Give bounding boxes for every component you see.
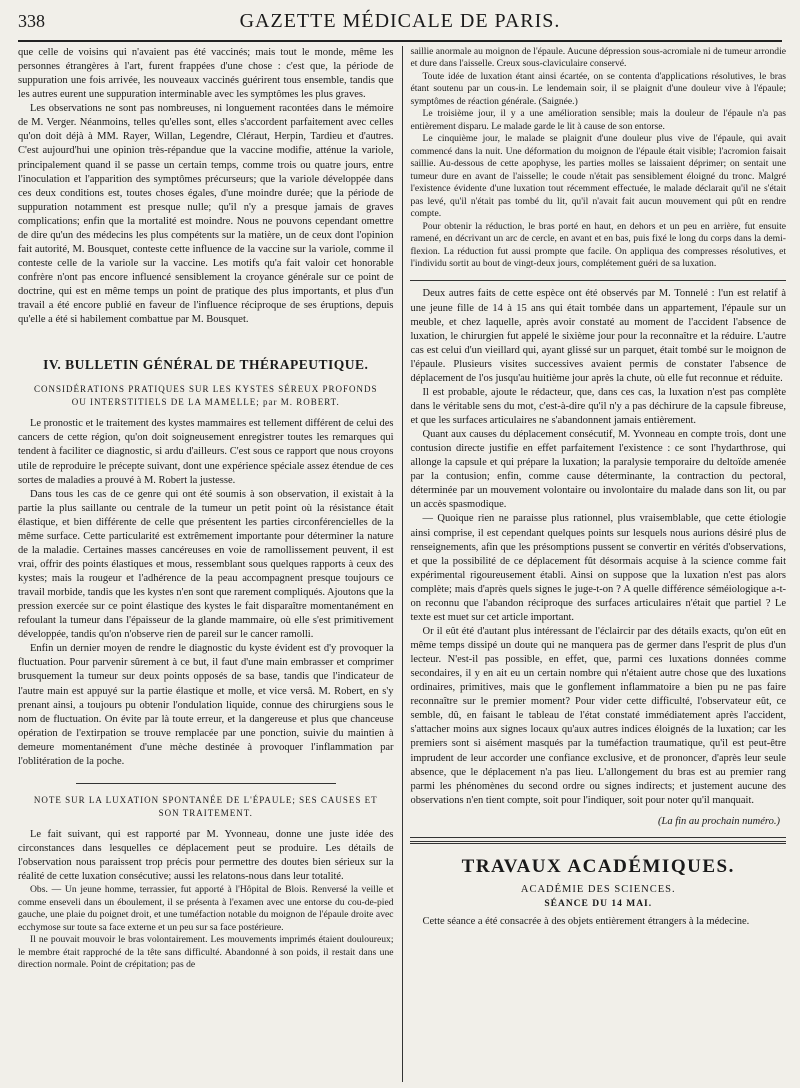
- academy-heading: ACADÉMIE DES SCIENCES.: [520, 883, 676, 895]
- section-title: IV. BULLETIN GÉNÉRAL DE THÉRAPEUTIQUE.: [43, 357, 369, 373]
- paragraph: Les observations ne sont pas nombreuses, ni longuement racontées dans le mémoire de M. Verger. Néanmoins, telles qu'elles sont, elles s'accordent parfaitement avec celles qu'on doit déjà à MM. Rayer, Willan, Legendre, Cléraut, Herpin, Tardieu et d'autres. C'est aujourd'hui une opinion très-répandue que la vaccine modifie, atténue la variole, principalement quand il se passe un certain temps, comme trois ou quatre jours, entre l'inoculation et l'apparition des symptômes précurseurs; que la variole développée dans ces deux conditions est, toutes choses égales, d'une moindre durée; que la période de suppuration notamment est presque nulle; qu'il n'y a presque jamais de graves complications; enfin que la mortalité est moindre. Nous ne pouvons cependant omettre de dire qu'un des médecins les plus compétents sur la matière, un de ceux dont l'opinion fait autorité, M. Bousquet, conteste cette influence de la vaccine sur la variole, comme il conteste celle de la variole sur la vaccine. Les motifs qu'a fait valoir cet honorable confrère n'ont pas encore influencé sensiblement la croyance générale sur ce point de doctrine, qui est en même temps un point de pratique des plus importants, et plus d'un travail a été encore publié en faveur de l'influence réciproque de ses éruptions, depuis qu'elle a été si habilement combattue par M. Bousquet.: [18, 103, 394, 326]
- paragraph: Cette séance a été consacrée à des objets entièrement étrangers à la médecine.: [422, 915, 750, 927]
- separator: [410, 837, 786, 838]
- right-column: [410, 46, 786, 1082]
- article-title: NOTE SUR LA LUXATION SPONTANÉE DE L'ÉPAULE; SES CAUSES ET SON TRAITEMENT.: [33, 794, 378, 818]
- observation-paragraph: Obs. — Un jeune homme, terrassier, fut apporté à l'Hôpital de Blois. Renversé la veille et comme enseveli dans un éboulement, il se présenta à l'examen avec une entorse du cou-de-pied gauche, une plaie du poignet droit, et une tuméfaction notable du moignon de l'épaule droite avec ecchymose sur toute sa face externe et un peu sur sa face postérieure.: [18, 884, 394, 933]
- paragraph: Le pronostic et le traitement des kystes mammaires est tellement différent de celui des cancers de cette région, qu'on doit soigneusement enregistrer toutes les remarques qui tendent à faciliter ce diagnostic, si ardu d'ailleurs. C'est sous ce rapport que nous croyons utile de reproduire le précepte suivant, dont une expérience spéciale assez étendue de ces sortes de maladies a prouvé à M. Robert la justesse.: [18, 418, 394, 486]
- observation-paragraph: Toute idée de luxation étant ainsi écartée, on se contenta d'applications résolutives, le bras étant soutenu par un cous-in. Le lendemain soir, il se plaignit d'une douleur vive à l'épaule; symptômes de réaction générale. (Saignée.): [410, 70, 786, 107]
- observation-paragraph: saillie anormale au moignon de l'épaule. Aucune dépression sous-acromiale ni de tumeur arrondie et dure dans l'aisselle. Creux sous-claviculaire conservé.: [410, 46, 786, 70]
- observation-paragraph: Il ne pouvait mouvoir le bras volontairement. Les mouvements imprimés étaient douloureux; le membre était rapproché de la tête sans difficulté. Abandonné à son poids, il restait dans une direction normale. Point de crépitation; pas de: [18, 934, 394, 971]
- paragraph: Le fait suivant, qui est rapporté par M. Yvonneau, donne une juste idée des circonstances dans lesquelles ce déplacement peut se produire. Les détails de l'observation nous paraissent trop précis pour permettre des doutes bien sérieux sur la réalité de cette luxation consécutive; aussi les relatons-nous dans leur totalité.: [18, 829, 394, 883]
- page-number: 338: [18, 11, 45, 31]
- journal-title: GAZETTE MÉDICALE DE PARIS.: [239, 10, 561, 32]
- observation-paragraph: Le cinquième jour, le malade se plaignit d'une douleur plus vive de l'épaule, qui avait commencé dans la nuit. Une déformation du moignon de l'épaule était visible; l'acromion faisait saillie. Au-dessous de cette apophyse, les parties molles se laissaient déprimer; on sentait une tumeur dure en avant de l'aisselle; le coude n'était pas sensiblement éloigné du tronc. Malgré l'existence évidente d'une luxation tout récemment effectuée, le malade déclarait qu'il ne s'était pas levé, qu'il n'était pas tombé du lit, qu'il n'avait fait aucun mouvement qui pût en rendre compte.: [410, 133, 786, 220]
- separator: [76, 783, 336, 784]
- observation-paragraph: Pour obtenir la réduction, le bras porté en haut, en dehors et un peu en arrière, fut ensuite ramené, en décrivant un arc de cercle, en avant et en bas, puis fixé le long du corps dans la demi-flexion. La réduction fut aussi prompte que facile. On appliqua des compresses résolutives, et l'individu sortit au bout de vingt-deux jours, complétement guéri de sa luxation.: [410, 220, 786, 269]
- continuation-note: (La fin au prochain numéro.): [657, 815, 780, 827]
- paragraph: — Quoique rien ne paraisse plus rationnel, plus vraisemblable, que cette étiologie ainsi comprise, il est cependant quelques points sur lesquels nous aurions désiré plus de renseignements, afin que les présomptions pussent se convertir en vérités d'observations, et que la possibilité de ce déplacement fût désormais acquise à la science comme fait expérimental rigoureusement établi. Ainsi on suppose que la luxation n'est pas alors complète; mais d'après quels signes le juge-t-on ? A quelle différence séméiologique a-t-on reconnu que l'abandon réciproque des surfaces articulaires n'était que partiel ? Le texte est muet sur cet article important.: [410, 513, 786, 623]
- separator: [410, 280, 786, 281]
- observation-paragraph: Le troisième jour, il y a une amélioration sensible; mais la douleur de l'épaule n'a pas entièrement disparu. Le malade garde le lit à cause de son entorse.: [410, 108, 786, 132]
- column-rule: [402, 46, 403, 1082]
- paragraph: Enfin un dernier moyen de rendre le diagnostic du kyste évident est d'y provoquer la fluctuation. Pour parvenir sûrement à ce but, il faut d'une main embrasser et comprimer brusquement la tumeur sur deux points opposés de sa base, tandis que l'indicateur de l'autre main est appuyé sur la partie élastique et molle, et vice versâ. M. Robert, en s'y prenant ainsi, a toujours pu obtenir l'ondulation liquide, connue des chirurgiens sous le nom de fluctuation. On évite par là toute erreur, et la dangereuse et plus que chanceuse opération de l'extirpation se trouve remplacée par une ponction, suivie du maintien à demeure momentanément d'une mèche destinée à provoquer l'inflammation par l'oblitération de la poche.: [18, 643, 394, 767]
- paragraph: Deux autres faits de cette espèce ont été observés par M. Tonnelé : l'un est relatif à une jeune fille de 14 à 15 ans qui était tombée dans un appartement, l'épaule sur un meuble, et chez laquelle, après avoir constaté au moment de l'accident l'absence de luxation, le chirurgien fut appelé le sixième jour pour la reconnaître et la réduire. L'autre cas est celui d'un vieillard qui, ayant glissé sur un parquet, était tombé sur le moignon de l'épaule. Plusieurs visites successives avaient permis de constater l'absence de déplacement de l'os jusqu'au huitième jour après la chute, où elle fut reconnue et réduite.: [410, 288, 786, 384]
- paragraph: Il est probable, ajoute le rédacteur, que, dans ces cas, la luxation n'est pas complète dans le véritable sens du mot, c'est-à-dire qu'il n'y a pas déchirure de la capsule fibreuse, et que les surfaces articulaires ne s'abandonnent jamais entièrement.: [410, 386, 786, 426]
- body-columns: [18, 46, 786, 1082]
- running-header: [18, 10, 782, 42]
- double-rule: [410, 841, 786, 852]
- session-date: SÉANCE DU 14 MAI.: [544, 898, 653, 909]
- left-column: [18, 46, 394, 1082]
- article-title: CONSIDÉRATIONS PRATIQUES SUR LES KYSTES SÉREUX PROFONDS OU INTERSTITIELS DE LA MAMELLE; par M. ROBERT.: [33, 384, 378, 408]
- paragraph: Dans tous les cas de ce genre qui ont été soumis à son observation, il existait à la partie la plus saillante ou centrale de la tumeur un petit point où la résistance était élastique, et bien différente de celle que présentent les parties circonférencielles de la même surface. Cette particularité est extrêmement importante pour déterminer la nature de la maladie. Certaines masses cancéreuses en voie de ramollissement peuvent, il est vrai, offrir des points élastiques et mous, ressemblant sous quelques rapports à ceux des kystes; mais la rougeur et l'adhérence de la peau accompagnent presque toujours ce travail morbide, tandis que les kystes n'en sont que rarement compliqués. Ajoutons que la pression exercée sur ce point élastique des kystes le fait disparaître momentanément en refoulant la tumeur dans l'épaisseur de la glande mammaire, où elle s'est primitivement développée, tandis qu'on n'observe rien de pareil sur le cancer ramolli.: [18, 488, 394, 641]
- paragraph: Or il eût été d'autant plus intéressant de l'éclaircir par des détails exacts, qu'on eût en même temps dissipé un doute qui ne manquera pas de germer dans l'esprit de plus d'un lecteur. N'est-il pas possible, en effet, que, parmi ces luxations données comme secondaires, il y en ait eu un certain nombre qui n'étaient autre chose que des luxations ordinaires, primitives, mais que le gonflement inflammatoire a bien pu ne pas faire reconnaître sur le premier moment? Pour vider cette difficulté, l'observateur eût, ce semble, dû, en faisant le tableau de l'état constaté immédiatement après l'accident, s'attacher moins aux signes locaux qu'aux autres indices éloignés de la luxation; car les premiers sont si aisément masqués par la tuméfaction traumatique, qu'il est peut-être imprudent de leur accorder une confiance exclusive, et de prononcer, d'après leur seule absence, que le déplacement n'a pas lieu. L'allongement du bras est au premier rang parmi les phénomènes du second ordre ou signes indirects; et justement aucune des observations n'en tient compte, soit pour l'indiquer, soit pour noter qu'il manquait.: [410, 625, 786, 806]
- paragraph: que celle de voisins qui n'avaient pas été vaccinés; mais tout le monde, même les personnes étrangères à l'art, furent frappées d'une chose : c'est que, la période de suppuration une fois arrivée, les nouveaux vaccinés guérirent tous ensemble, tandis que les autres eurent une suppuration interminable avec les symptômes les plus graves.: [18, 47, 394, 101]
- paragraph: Quant aux causes du déplacement consécutif, M. Yvonneau en compte trois, dont une contusion directe justifie en effet parfaitement l'existence : ce sont l'hydarthrose, qui allonge la capsule et qui prépare la luxation; la paralysie temporaire du deltoïde amenée par la contusion; enfin, comme cause déterminante, la contraction du pectoral, déterminée par un mouvement volontaire ou involontaire du malade dans son lit, ou par un accès spasmodique.: [410, 429, 786, 511]
- section-heading: TRAVAUX ACADÉMIQUES.: [461, 855, 735, 877]
